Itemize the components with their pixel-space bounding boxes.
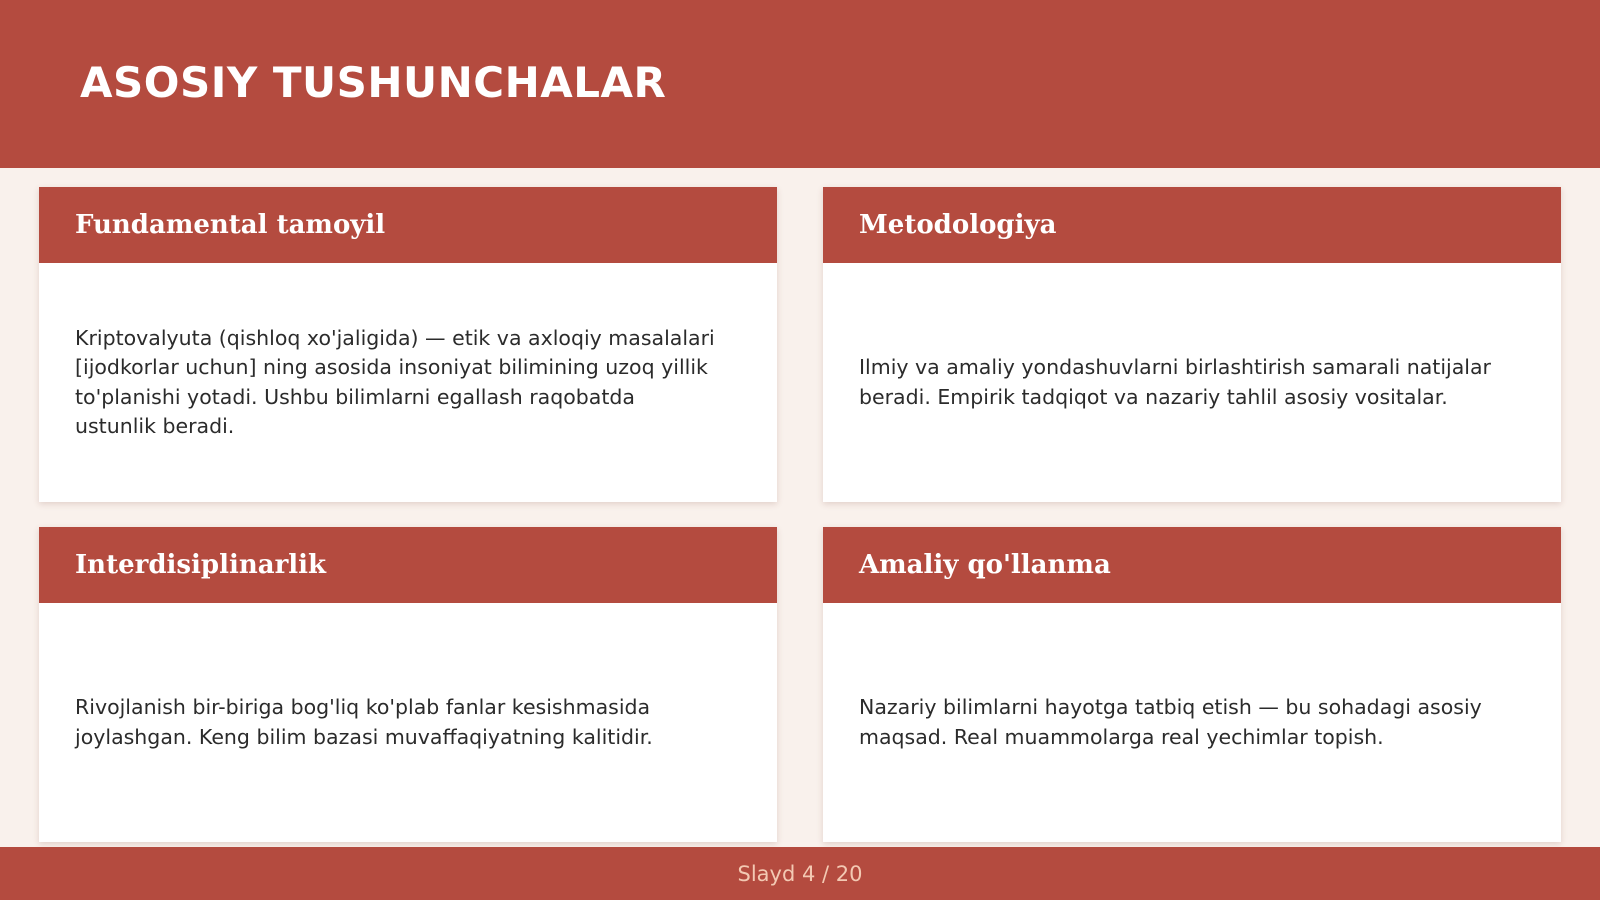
card-body: [39, 603, 777, 842]
card-text: Ilmiy va amaliy yondashuvlarni birlashtirish samarali natijalar beradi. Empirik tadqiqot va nazariy tahlil asosiy vositalar.: [859, 355, 1491, 409]
card-title: Interdisiplinarlik: [75, 550, 327, 580]
slide-counter: Slayd 4 / 20: [737, 861, 863, 886]
card-title: Metodologiya: [859, 210, 1057, 240]
card-text: Nazariy bilimlarni hayotga tatbiq etish — bu sohadagi asosiy maqsad. Real muammolarga real yechimlar topish.: [859, 695, 1482, 749]
card-fundamental-tamoyil: [39, 187, 777, 502]
card-body: [39, 263, 777, 502]
card-header: [823, 187, 1561, 263]
card-interdisiplinarlik: [39, 527, 777, 842]
cards-grid: [39, 187, 1561, 847]
card-header: [39, 187, 777, 263]
card-text: Kriptovalyuta (qishloq xo'jaligida) — etik va axloqiy masalalari [ijodkorlar uchun] ning asosida insoniyat bilimining uzoq yillik to'planishi yotadi. Ushbu bilimlarni egallash raqobatda ustunlik beradi.: [75, 325, 715, 438]
card-body: [823, 603, 1561, 842]
card-amaliy-qollanma: [823, 527, 1561, 842]
card-text: Rivojlanish bir-biriga bog'liq ko'plab fanlar kesishmasida joylashgan. Keng bilim bazasi muvaffaqiyatning kalitidir.: [75, 695, 653, 749]
card-title: Amaliy qo'llanma: [859, 550, 1111, 580]
card-header: [39, 527, 777, 603]
card-body: [823, 263, 1561, 502]
card-title: Fundamental tamoyil: [75, 210, 386, 240]
slide-title: ASOSIY TUSHUNCHALAR: [80, 58, 667, 107]
slide-header: [0, 0, 1600, 168]
card-metodologiya: [823, 187, 1561, 502]
slide-footer: [0, 847, 1600, 900]
card-header: [823, 527, 1561, 603]
